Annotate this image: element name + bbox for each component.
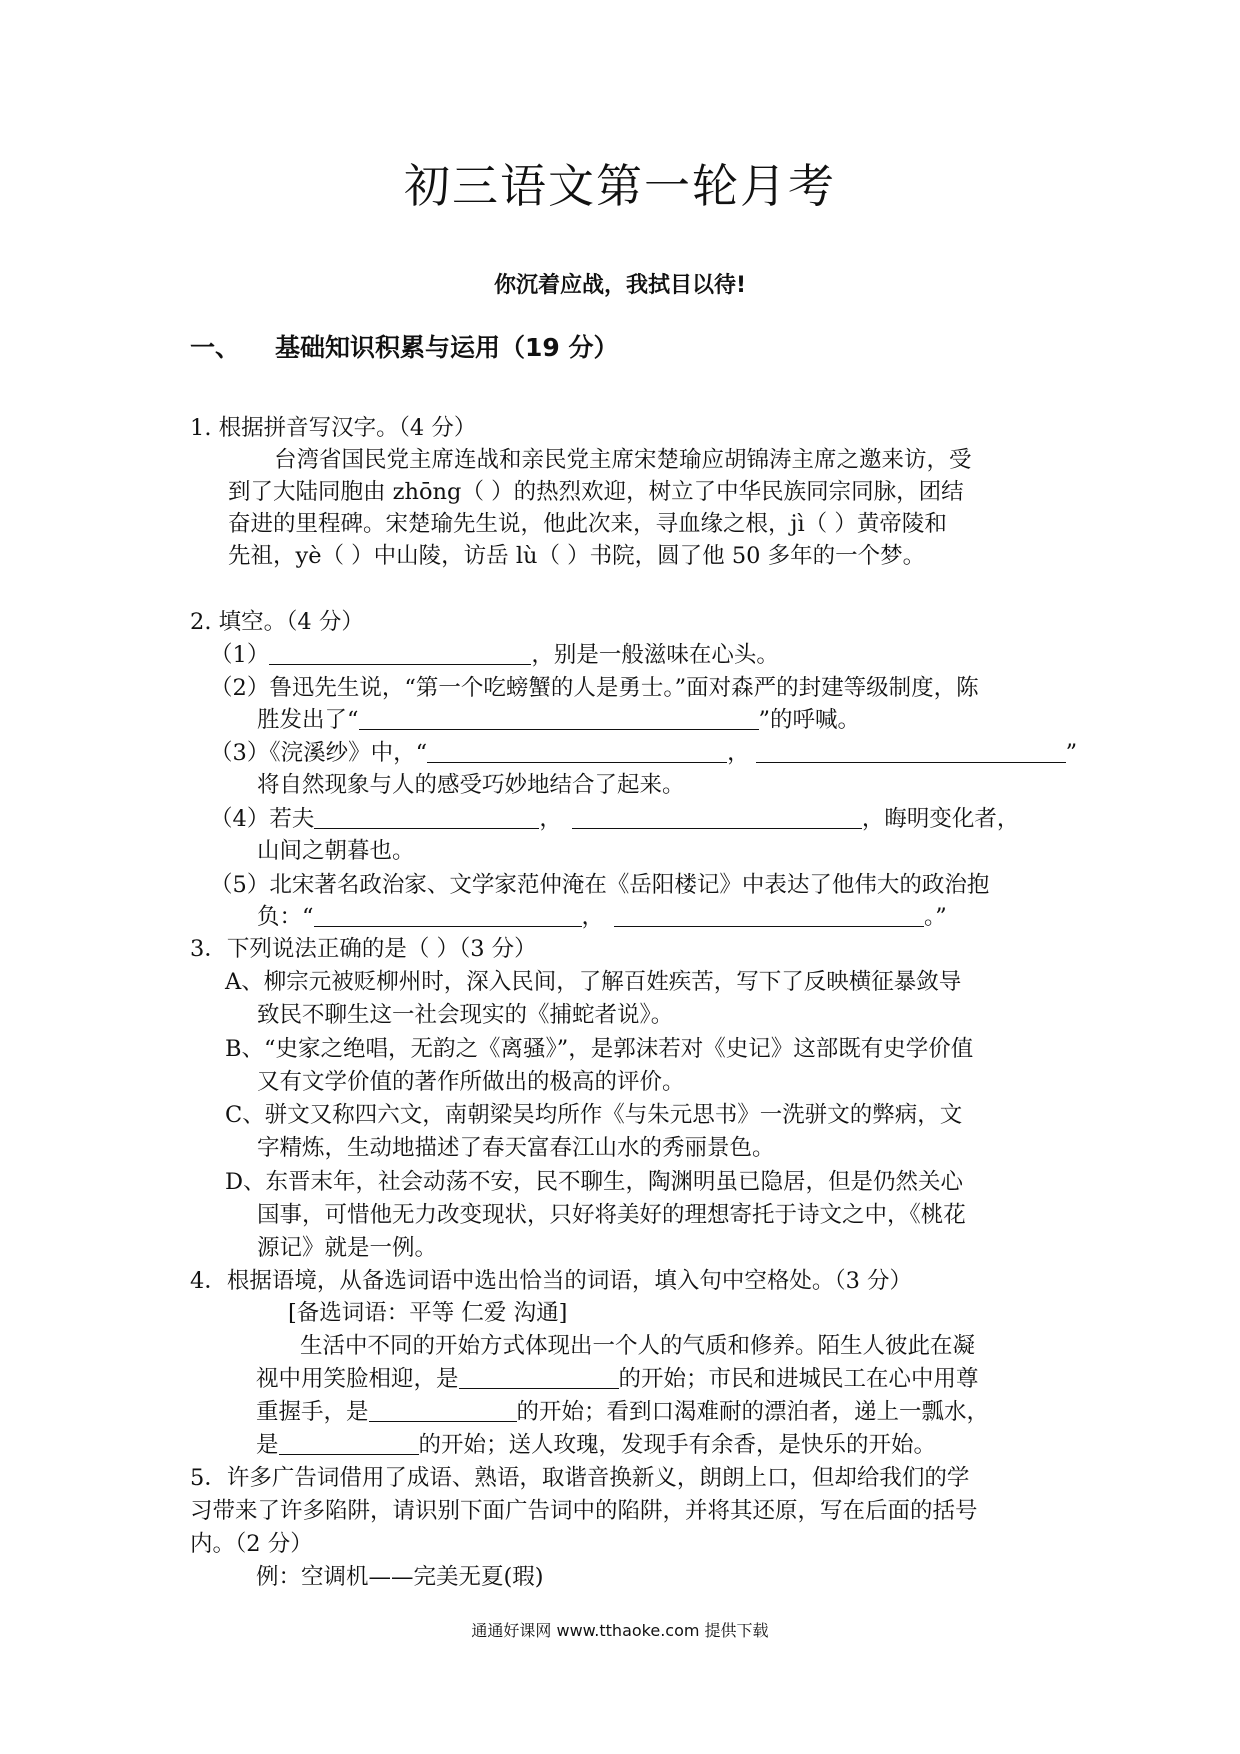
q1-line-2: 到了大陆同胞由 zhōng（ ）的热烈欢迎，树立了中华民族同宗同脉，团结 xyxy=(228,479,964,505)
q4-heading: 4．根据语境，从备选词语中选出恰当的词语，填入句中空格处。（3 分） xyxy=(190,1268,913,1294)
q4-options: [备选词语：平等 仁爱 沟通] xyxy=(288,1300,568,1326)
q2-item-3-label: （3）《浣溪纱》中，“ xyxy=(210,740,428,766)
q2-item-4 xyxy=(210,803,1019,835)
q2-item-3-comma: ， xyxy=(727,740,750,766)
q2-item-1-text: ，别是一般滋味在心头。 xyxy=(531,642,779,668)
q2-item-1-label: （1） xyxy=(210,642,270,668)
fill-blank[interactable] xyxy=(279,1430,419,1455)
q3-option-d: D、东晋末年，社会动荡不安，民不聊生，陶渊明虽已隐居，但是仍然关心 xyxy=(225,1169,964,1195)
q2-item-2-cont xyxy=(257,704,860,736)
q2-item-4-cont: 山间之朝暮也。 xyxy=(257,838,415,864)
section-heading xyxy=(190,328,619,364)
q3-option-a-cont: 致民不聊生这一社会现实的《捕蛇者说》。 xyxy=(257,1002,674,1028)
q1-line-3: 奋进的里程碑。宋楚瑜先生说，他此次来，寻血缘之根，jì（ ）黄帝陵和 xyxy=(228,511,947,537)
fill-blank[interactable] xyxy=(427,738,727,763)
q3-heading: 3．下列说法正确的是（ ）（3 分） xyxy=(190,936,537,962)
page-footer: 通通好课网 www.tthaoke.com 提供下载 xyxy=(471,1621,769,1640)
q3-option-d-cont-1: 国事，可惜他无力改变现状，只好将美好的理想寄托于诗文之中，《桃花 xyxy=(257,1202,966,1228)
q2-item-4-comma: ， xyxy=(539,806,562,832)
q2-item-2-prefix: 胜发出了“ xyxy=(257,707,359,733)
fill-blank[interactable] xyxy=(369,1397,517,1422)
q2-item-5-prefix: 负：“ xyxy=(257,904,314,930)
q4-line-2 xyxy=(256,1363,979,1395)
q5-line-1: 5．许多广告词借用了成语、熟语，取谐音换新义，朗朗上口，但却给我们的学 xyxy=(190,1465,970,1491)
q5-line-2: 习带来了许多陷阱，请识别下面广告词中的陷阱，并将其还原，写在后面的括号 xyxy=(190,1498,978,1524)
q4-line-2-suffix: 的开始；市民和进城民工在心中用尊 xyxy=(618,1366,979,1392)
q1-line-1: 台湾省国民党主席连战和亲民党主席宋楚瑜应胡锦涛主席之邀来访，受 xyxy=(274,447,972,473)
q2-item-5-comma: ， xyxy=(581,904,605,930)
q2-item-5-cont xyxy=(257,901,947,933)
motto: 你沉着应战，我拭目以待! xyxy=(493,273,747,298)
q3-option-c-cont: 字精炼，生动地描述了春天富春江山水的秀丽景色。 xyxy=(257,1135,775,1161)
q1-heading: 1. 根据拼音写汉字。（4 分） xyxy=(190,415,477,441)
q5-line-3: 内。（2 分） xyxy=(190,1531,313,1557)
q4-line-1: 生活中不同的开始方式体现出一个人的气质和修养。陌生人彼此在凝 xyxy=(300,1333,976,1359)
fill-blank[interactable] xyxy=(459,1364,619,1389)
q4-line-3-prefix: 重握手，是 xyxy=(256,1399,369,1425)
fill-blank[interactable] xyxy=(572,804,862,829)
fill-blank[interactable] xyxy=(756,738,1066,763)
q4-line-3 xyxy=(256,1396,989,1428)
q2-item-3 xyxy=(210,737,1077,769)
q2-item-3-cont: 将自然现象与人的感受巧妙地结合了起来。 xyxy=(257,772,685,798)
q5-example: 例：空调机——完美无夏(瑕) xyxy=(256,1564,544,1590)
q2-item-4-suffix: ，晦明变化者， xyxy=(861,806,1020,832)
q3-option-c: C、骈文又称四六文，南朝梁吴均所作《与朱元思书》一洗骈文的弊病，文 xyxy=(225,1102,963,1128)
fill-blank[interactable] xyxy=(269,640,531,665)
q3-option-d-cont-2: 源记》就是一例。 xyxy=(257,1235,438,1261)
section-number: 一、 xyxy=(190,333,241,362)
q4-line-3-suffix: 的开始；看到口渴难耐的漂泊者，递上一瓢水， xyxy=(516,1399,990,1425)
q2-item-1 xyxy=(210,639,779,671)
q2-item-2-suffix: ”的呼喊。 xyxy=(758,707,861,733)
q1-line-4: 先祖，yè（ ）中山陵，访岳 lù（ ）书院，圆了他 50 多年的一个梦。 xyxy=(228,543,926,569)
q2-heading: 2. 填空。（4 分） xyxy=(190,609,364,635)
q4-line-4-suffix: 的开始；送人玫瑰，发现手有余香，是快乐的开始。 xyxy=(418,1432,937,1458)
fill-blank[interactable] xyxy=(359,705,759,730)
q2-item-5-close: 。” xyxy=(924,904,947,930)
q4-line-4-prefix: 是 xyxy=(256,1432,279,1458)
q3-option-b-cont: 又有文学价值的著作所做出的极高的评价。 xyxy=(257,1069,685,1095)
page-title: 初三语文第一轮月考 xyxy=(404,159,836,213)
q2-item-4-label: （4）若夫 xyxy=(210,806,315,832)
q3-option-b: B、“史家之绝唱，无韵之《离骚》”，是郭沫若对《史记》这部既有史学价值 xyxy=(225,1036,974,1062)
q4-line-2-prefix: 视中用笑脸相迎，是 xyxy=(256,1366,459,1392)
q2-item-3-close: ” xyxy=(1065,740,1078,766)
q4-line-4 xyxy=(256,1429,936,1461)
q3-option-a: A、柳宗元被贬柳州时，深入民间，了解百姓疾苦，写下了反映横征暴敛导 xyxy=(225,969,962,995)
q2-item-2: （2）鲁迅先生说，“第一个吃螃蟹的人是勇士。”面对森严的封建等级制度，陈 xyxy=(210,675,979,701)
fill-blank[interactable] xyxy=(314,902,582,927)
q2-item-5: （5）北宋著名政治家、文学家范仲淹在《岳阳楼记》中表达了他伟大的政治抱 xyxy=(210,872,990,898)
fill-blank[interactable] xyxy=(614,902,924,927)
fill-blank[interactable] xyxy=(314,804,539,829)
section-label: 基础知识积累与运用（19 分） xyxy=(275,333,619,362)
